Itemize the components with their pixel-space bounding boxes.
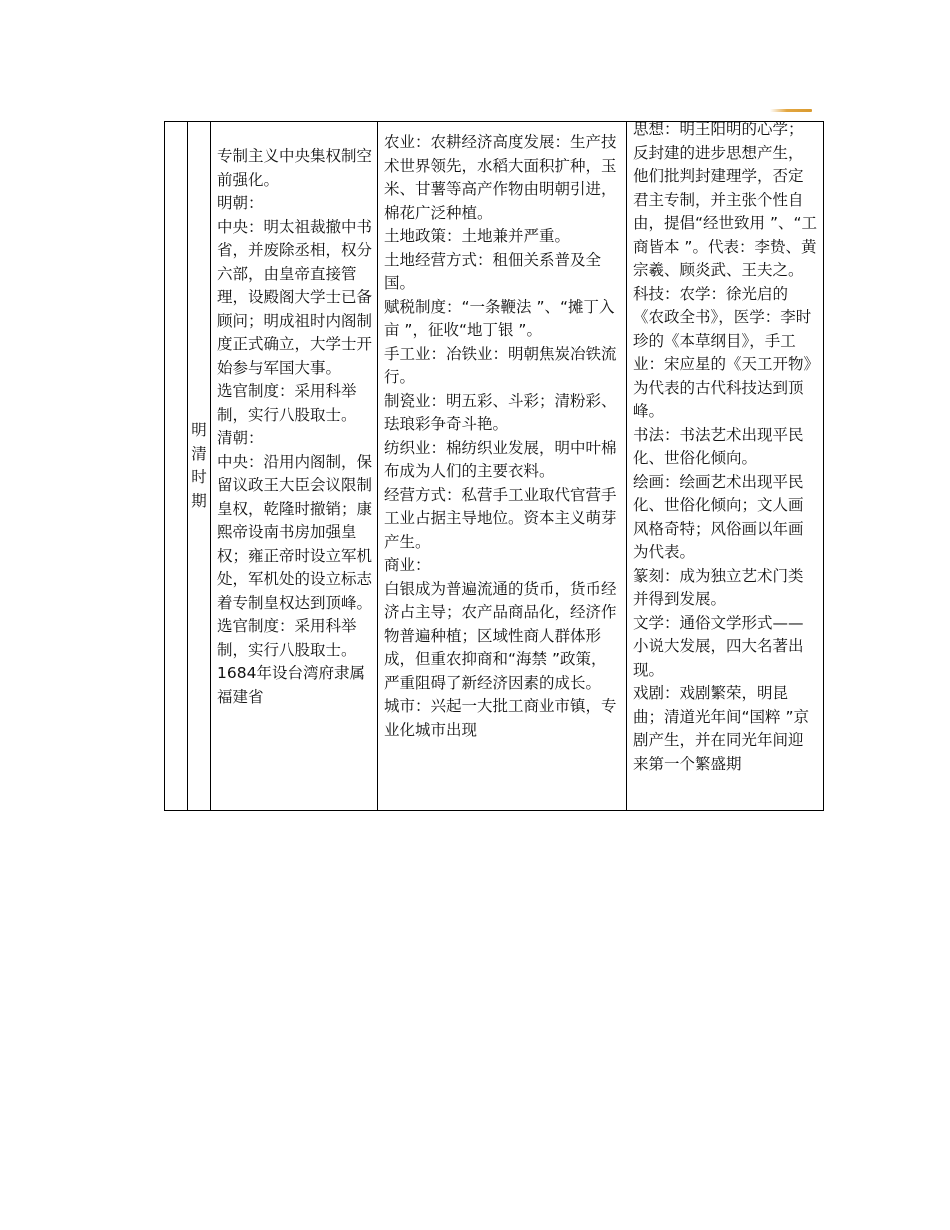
history-table (164, 121, 824, 811)
politics-line: 明朝： (217, 194, 264, 212)
economy-cell (378, 122, 627, 811)
culture-line: 戏剧：戏剧繁荣，明昆曲；清道光年间“国粹 ”京剧产生，并在同光年间迎来第一个繁盛期 (633, 684, 809, 773)
politics-line: 中央：明太祖裁撤中书省，并废除丞相，权分六部，由皇帝直接管理，设殿阁大学士已备顾问；明成祖时内阁制度正式确立，大学士开始参与军国大事。 (217, 217, 373, 377)
culture-cell (627, 122, 824, 811)
culture-line: 科技：农学：徐光启的《农政全书》，医学：李时珍的《本草纲目》，手工业：宋应星的《天工开物》为代表的古代科技达到顶峰。 (633, 284, 812, 420)
economy-line: 赋税制度：“一条鞭法 ”、“摊丁入亩 ”，征收“地丁银 ”。 (384, 297, 615, 339)
culture-line: 文学：通俗文学形式——小说大发展，四大名著出现。 (633, 613, 804, 679)
economy-line: 土地经营方式：租佃关系普及全国。 (384, 250, 602, 292)
politics-cell (211, 122, 378, 811)
culture-line: 绘画：绘画艺术出现平民化、世俗化倾向；文人画风格奇特；风俗画以年画为代表。 (633, 472, 804, 561)
table-row (165, 122, 824, 811)
period-cell (188, 122, 211, 811)
economy-line: 手工业：冶铁业：明朝焦炭冶铁流行。 (384, 344, 617, 386)
economy-line: 城市：兴起一大批工商业市镇，专业化城市出现 (384, 697, 617, 739)
economy-line: 农业：农耕经济高度发展：生产技术世界领先，水稻大面积扩种，玉米、甘薯等高产作物由明朝引进，棉花广泛种植。 (384, 133, 617, 222)
economy-line: 商业： (384, 556, 431, 574)
economy-line: 白银成为普遍流通的货币，货币经济占主导；农产品商品化，经济作物普遍种植；区域性商人群体形成，但重农抑商和“海禁 ”政策，严重阻碍了新经济因素的成长。 (384, 579, 617, 692)
politics-line: 中央：沿用内阁制，保留议政王大臣会议限制皇权，乾隆时撤销；康熙帝设南书房加强皇权；雍正帝时设立军机处，军机处的设立标志着专制皇权达到顶峰。 (217, 452, 373, 612)
politics-line: 1684年设台湾府隶属福建省 (217, 664, 365, 706)
period-label: 明清时期 (191, 421, 207, 510)
economy-line: 经营方式：私营手工业取代官营手工业占据主导地位。资本主义萌芽产生。 (384, 485, 617, 551)
politics-line: 选官制度：采用科举制，实行八股取士。 (217, 382, 357, 424)
orange-accent-line (770, 109, 812, 112)
economy-line: 纺织业：棉纺织业发展，明中叶棉布成为人们的主要衣料。 (384, 438, 617, 480)
economy-line: 土地政策：土地兼并严重。 (384, 227, 571, 245)
politics-line: 专制主义中央集权制空前强化。 (217, 147, 373, 189)
politics-line: 选官制度：采用科举制，实行八股取士。 (217, 617, 357, 659)
culture-line: 篆刻：成为独立艺术门类并得到发展。 (633, 566, 804, 608)
politics-line: 清朝： (217, 429, 264, 447)
culture-line: 思想：明王阳明的心学；反封建的进步思想产生，他们批判封建理学，否定君主专制，并主张个性自由，提倡“经世致用 ”、“工商皆本 ”。代表：李贽、黄宗羲、顾炎武、王夫之。 (633, 120, 818, 279)
economy-line: 制瓷业：明五彩、斗彩；清粉彩、珐琅彩争奇斗艳。 (384, 391, 617, 433)
culture-line: 书法：书法艺术出现平民化、世俗化倾向。 (633, 425, 804, 467)
blank-cell (165, 122, 188, 811)
